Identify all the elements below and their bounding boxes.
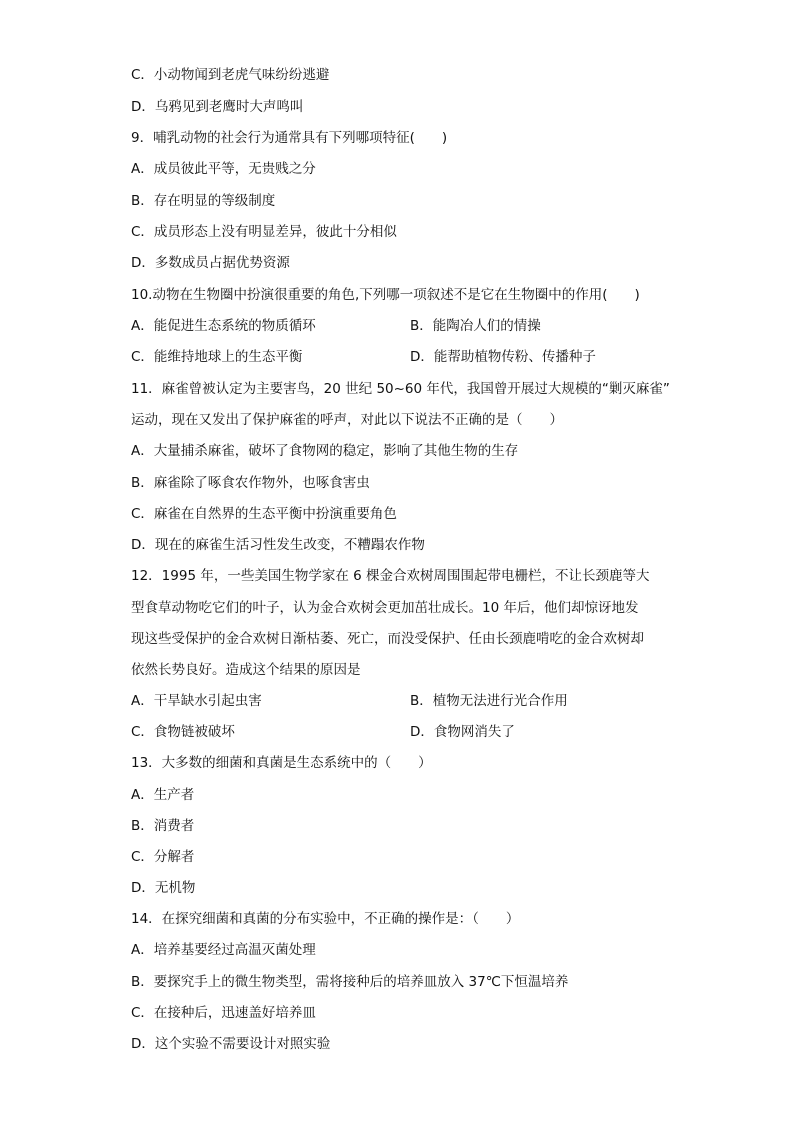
- q8-option-d: D．乌鸦见到老鹰时大声鸣叫: [131, 99, 304, 115]
- q10-stem: 10.动物在生物圈中扮演很重要的角色,下列哪一项叙述不是它在生物圈中的作用( ): [131, 287, 640, 303]
- q10-option-c: C．能维持地球上的生态平衡: [131, 349, 303, 365]
- q14-option-b: B．要探究手上的微生物类型，需将接种后的培养皿放入 37℃下恒温培养: [131, 974, 569, 990]
- q11-option-c: C．麻雀在自然界的生态平衡中扮演重要角色: [131, 506, 397, 522]
- q11-option-d: D．现在的麻雀生活习性发生改变，不糟蹋农作物: [131, 537, 425, 553]
- q10-option-a: A．能促进生态系统的物质循环: [131, 318, 316, 334]
- q10-option-b: B．能陶冶人们的情操: [410, 318, 541, 334]
- q9-option-c: C．成员形态上没有明显差异，彼此十分相似: [131, 224, 397, 240]
- q8-option-c: C．小动物闻到老虎气味纷纷逃避: [131, 67, 330, 83]
- q13-option-d: D．无机物: [131, 880, 196, 896]
- q9-option-a: A．成员彼此平等，无贵贱之分: [131, 161, 316, 177]
- q12-stem-line2: 型食草动物吃它们的叶子，认为金合欢树会更加茁壮成长。10 年后，他们却惊讶地发: [131, 600, 639, 616]
- q11-option-a: A．大量捕杀麻雀，破坏了食物网的稳定，影响了其他生物的生存: [131, 443, 519, 459]
- q14-option-a: A．培养基要经过高温灭菌处理: [131, 942, 316, 958]
- q12-option-a: A．干旱缺水引起虫害: [131, 693, 262, 709]
- q13-option-a: A．生产者: [131, 787, 195, 803]
- q11-stem-line2: 运动，现在又发出了保护麻雀的呼声，对此以下说法不正确的是（ ）: [131, 412, 563, 428]
- q13-stem: 13．大多数的细菌和真菌是生态系统中的（ ）: [131, 755, 432, 771]
- q12-option-c: C．食物链被破坏: [131, 724, 235, 740]
- q9-option-d: D．多数成员占据优势资源: [131, 255, 290, 271]
- q14-option-d: D．这个实验不需要设计对照实验: [131, 1036, 331, 1052]
- q13-option-c: C．分解者: [131, 849, 195, 865]
- q12-stem-line3: 现这些受保护的金合欢树日渐枯萎、死亡，而没受保护、任由长颈鹿啃吃的金合欢树却: [131, 631, 644, 647]
- q9-stem: 9．哺乳动物的社会行为通常具有下列哪项特征( ): [131, 130, 448, 146]
- q11-option-b: B．麻雀除了啄食农作物外，也啄食害虫: [131, 475, 370, 491]
- q12-stem-line4: 依然长势良好。造成这个结果的原因是: [131, 662, 361, 678]
- q9-option-b: B．存在明显的等级制度: [131, 193, 276, 209]
- q14-stem: 14．在探究细菌和真菌的分布实验中，不正确的操作是：（ ）: [131, 911, 520, 927]
- q12-option-b: B．植物无法进行光合作用: [410, 693, 568, 709]
- q10-option-d: D．能帮助植物传粉、传播种子: [410, 349, 596, 365]
- q13-option-b: B．消费者: [131, 818, 195, 834]
- q11-stem-line1: 11．麻雀曾被认定为主要害鸟，20 世纪 50~60 年代，我国曾开展过大规模的“剿灭麻雀”: [131, 381, 670, 397]
- q14-option-c: C．在接种后，迅速盖好培养皿: [131, 1005, 316, 1021]
- q12-option-d: D．食物网消失了: [410, 724, 515, 740]
- q12-stem-line1: 12．1995 年，一些美国生物学家在 6 棵金合欢树周围围起带电栅栏，不让长颈鹿等大: [131, 568, 650, 584]
